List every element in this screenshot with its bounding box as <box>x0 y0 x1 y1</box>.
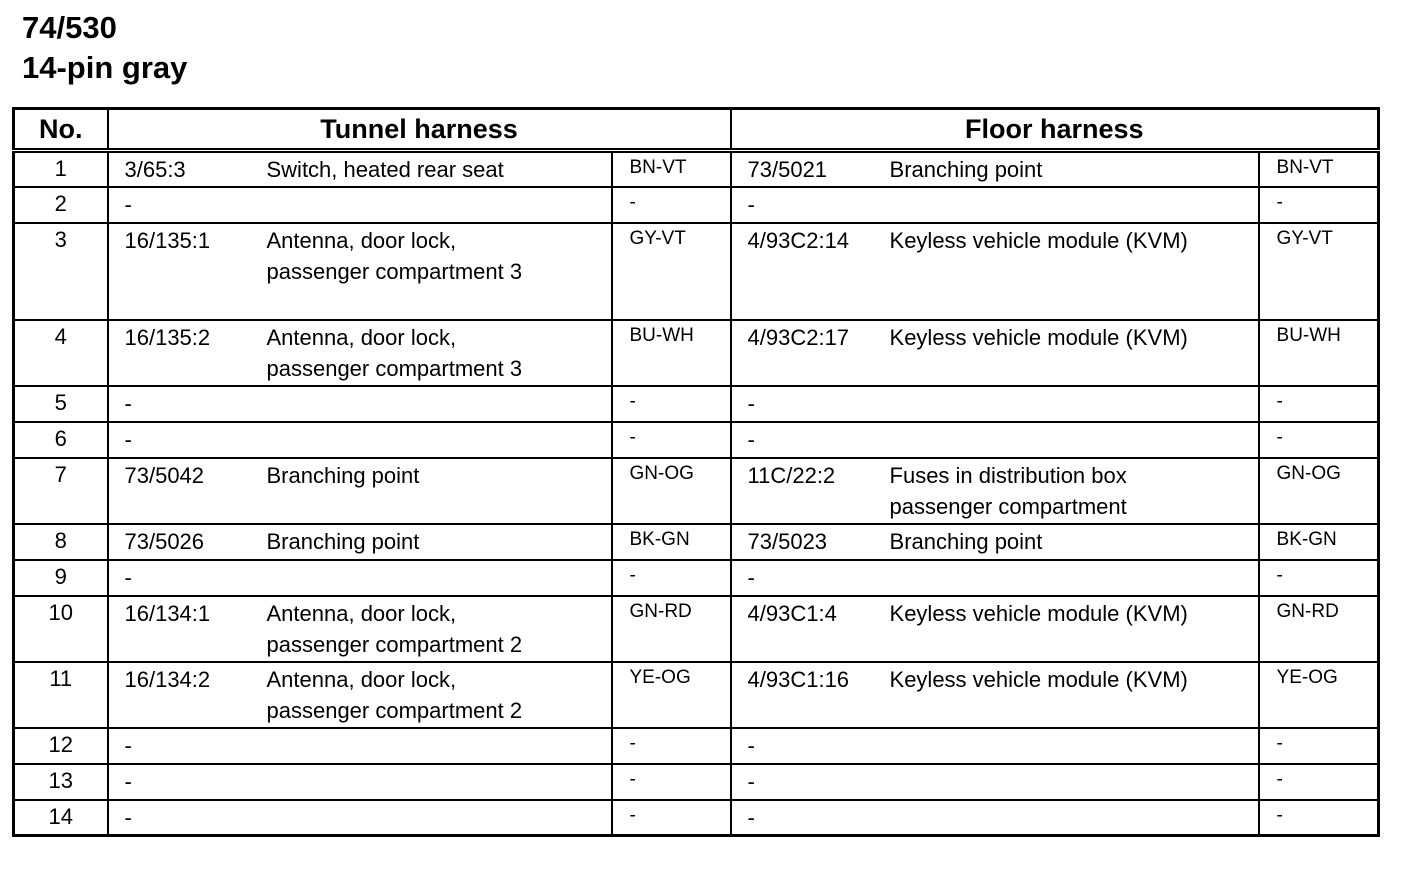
table-row <box>14 458 1379 524</box>
tunnel-connection-cell <box>108 223 612 320</box>
tunnel-wire-color-cell <box>612 223 731 320</box>
floor-description <box>890 154 1043 185</box>
table-header-row <box>14 109 1379 151</box>
floor-wire-color-cell <box>1259 223 1379 320</box>
tunnel-terminal-code: - <box>124 426 132 452</box>
pin-number-cell: 11 <box>14 662 108 728</box>
floor-wire-color-cell <box>1259 386 1379 422</box>
tunnel-connection-cell <box>108 560 612 596</box>
table-row <box>14 524 1379 560</box>
tunnel-description-line: Antenna, door lock, <box>266 666 457 692</box>
floor-description <box>890 664 1188 695</box>
floor-terminal-code: - <box>747 564 755 590</box>
floor-wire-color: BN-VT <box>1276 157 1334 178</box>
tunnel-description-line: Branching point <box>266 528 420 554</box>
floor-connection-cell <box>731 800 1259 836</box>
tunnel-wire-color: GN-RD <box>629 600 692 622</box>
tunnel-connection-cell <box>108 151 612 187</box>
floor-connection-cell <box>731 187 1259 223</box>
table-row <box>14 728 1379 764</box>
tunnel-terminal-code: 16/135:1 <box>124 227 211 253</box>
table-row <box>14 662 1379 728</box>
tunnel-wire-color-cell <box>612 187 731 223</box>
floor-terminal-code: 4/93C1:16 <box>747 666 850 692</box>
floor-terminal-code: - <box>747 426 755 452</box>
floor-description-line: Keyless vehicle module (KVM) <box>889 600 1188 626</box>
tunnel-connection-cell <box>108 800 612 836</box>
tunnel-terminal-code: 16/134:1 <box>124 600 211 626</box>
column-header-no: No. <box>14 109 108 151</box>
floor-wire-color: - <box>1276 732 1283 754</box>
table-row <box>14 320 1379 386</box>
tunnel-connection-cell <box>108 662 612 728</box>
column-header-floor-harness: Floor harness <box>731 109 1379 151</box>
pin-number-cell: 10 <box>14 596 108 662</box>
pin-number-cell: 2 <box>14 187 108 223</box>
tunnel-terminal-code: - <box>124 804 132 830</box>
tunnel-description-line: Switch, heated rear seat <box>266 157 504 182</box>
tunnel-description-line: Antenna, door lock, <box>266 324 457 350</box>
floor-connection-cell <box>731 458 1259 524</box>
tunnel-wire-color: BN-VT <box>629 157 687 178</box>
pin-number-cell: 1 <box>14 151 108 187</box>
floor-wire-color: GY-VT <box>1276 227 1333 249</box>
tunnel-wire-color: GN-OG <box>629 462 694 484</box>
floor-description <box>890 526 1043 557</box>
floor-wire-color: BK-GN <box>1276 528 1337 550</box>
tunnel-description <box>267 460 420 491</box>
tunnel-wire-color: - <box>629 732 636 754</box>
tunnel-terminal-code: - <box>124 191 132 217</box>
column-header-tunnel-harness: Tunnel harness <box>108 109 731 151</box>
floor-wire-color: GN-RD <box>1276 600 1339 622</box>
connector-description-title: 14-pin gray <box>22 50 188 85</box>
floor-wire-color: GN-OG <box>1276 462 1341 484</box>
table-row <box>14 223 1379 320</box>
table-row <box>14 560 1379 596</box>
tunnel-connection-cell <box>108 320 612 386</box>
floor-wire-color-cell <box>1259 320 1379 386</box>
floor-connection-cell <box>731 560 1259 596</box>
tunnel-wire-color-cell <box>612 458 731 524</box>
tunnel-connection-cell <box>108 728 612 764</box>
table-row <box>14 187 1379 223</box>
table-row <box>14 800 1379 836</box>
tunnel-wire-color: - <box>629 564 636 586</box>
pin-number-cell: 4 <box>14 320 108 386</box>
tunnel-wire-color-cell <box>612 764 731 800</box>
floor-description <box>890 460 1127 522</box>
tunnel-connection-cell <box>108 524 612 560</box>
floor-terminal-code: 4/93C2:14 <box>747 227 850 253</box>
floor-wire-color: - <box>1276 426 1283 448</box>
tunnel-description-line: Branching point <box>266 462 420 488</box>
tunnel-description <box>267 225 523 287</box>
tunnel-description <box>267 664 523 726</box>
floor-wire-color-cell <box>1259 458 1379 524</box>
tunnel-connection-cell <box>108 386 612 422</box>
tunnel-description-line: passenger compartment 2 <box>266 631 523 657</box>
tunnel-description <box>267 526 420 557</box>
pin-number-cell: 12 <box>14 728 108 764</box>
floor-description <box>890 598 1188 629</box>
tunnel-connection-cell <box>108 764 612 800</box>
floor-connection-cell <box>731 764 1259 800</box>
tunnel-wire-color: - <box>629 191 636 213</box>
connector-id-title: 74/530 <box>22 10 117 45</box>
pin-number-cell: 8 <box>14 524 108 560</box>
tunnel-wire-color-cell <box>612 560 731 596</box>
pin-number-cell: 7 <box>14 458 108 524</box>
floor-wire-color: - <box>1276 564 1283 586</box>
pin-number-cell: 13 <box>14 764 108 800</box>
tunnel-description <box>267 154 504 185</box>
tunnel-wire-color: YE-OG <box>629 666 691 688</box>
floor-description-line: Branching point <box>889 528 1043 554</box>
floor-wire-color: - <box>1276 768 1283 790</box>
tunnel-wire-color-cell <box>612 596 731 662</box>
floor-terminal-code: 73/5023 <box>747 528 828 554</box>
tunnel-terminal-code: - <box>124 390 132 416</box>
floor-connection-cell <box>731 386 1259 422</box>
floor-wire-color: BU-WH <box>1276 324 1341 346</box>
floor-connection-cell <box>731 320 1259 386</box>
pin-number-cell: 3 <box>14 223 108 320</box>
floor-connection-cell <box>731 524 1259 560</box>
table-row <box>14 422 1379 458</box>
floor-wire-color-cell <box>1259 728 1379 764</box>
tunnel-terminal-code: - <box>124 564 132 590</box>
table-row <box>14 386 1379 422</box>
floor-terminal-code: 73/5021 <box>747 157 828 182</box>
tunnel-terminal-code: - <box>124 768 132 794</box>
tunnel-terminal-code: 16/134:2 <box>124 666 211 692</box>
floor-description-line: Fuses in distribution box <box>889 462 1127 488</box>
tunnel-wire-color-cell <box>612 151 731 187</box>
floor-connection-cell <box>731 662 1259 728</box>
table-row <box>14 764 1379 800</box>
table-row <box>14 596 1379 662</box>
tunnel-connection-cell <box>108 596 612 662</box>
floor-terminal-code: - <box>747 768 755 794</box>
floor-connection-cell <box>731 223 1259 320</box>
floor-terminal-code: 11C/22:2 <box>747 462 836 488</box>
tunnel-wire-color: BU-WH <box>629 324 694 346</box>
tunnel-connection-cell <box>108 458 612 524</box>
floor-wire-color-cell <box>1259 560 1379 596</box>
tunnel-wire-color-cell <box>612 662 731 728</box>
floor-terminal-code: - <box>747 191 755 217</box>
floor-wire-color-cell <box>1259 151 1379 187</box>
floor-wire-color-cell <box>1259 187 1379 223</box>
tunnel-connection-cell <box>108 187 612 223</box>
tunnel-terminal-code: 16/135:2 <box>124 324 211 350</box>
tunnel-description-line: passenger compartment 2 <box>266 697 523 723</box>
floor-terminal-code: 4/93C1:4 <box>747 600 837 626</box>
floor-wire-color: - <box>1276 191 1283 213</box>
pin-number-cell: 6 <box>14 422 108 458</box>
floor-connection-cell <box>731 596 1259 662</box>
tunnel-wire-color: - <box>629 804 636 826</box>
floor-wire-color-cell <box>1259 800 1379 836</box>
tunnel-wire-color: - <box>629 390 636 412</box>
tunnel-wire-color: - <box>629 768 636 790</box>
tunnel-terminal-code: 73/5042 <box>124 462 205 488</box>
tunnel-wire-color-cell <box>612 386 731 422</box>
tunnel-terminal-code: 73/5026 <box>124 528 205 554</box>
tunnel-wire-color-cell <box>612 728 731 764</box>
tunnel-wire-color-cell <box>612 524 731 560</box>
floor-description-line: Keyless vehicle module (KVM) <box>889 666 1188 692</box>
tunnel-terminal-code: - <box>124 732 132 758</box>
floor-wire-color-cell <box>1259 524 1379 560</box>
table-row <box>14 151 1379 187</box>
floor-wire-color: - <box>1276 804 1283 826</box>
tunnel-wire-color: GY-VT <box>629 227 686 249</box>
tunnel-wire-color: - <box>629 426 636 448</box>
floor-wire-color-cell <box>1259 662 1379 728</box>
pin-number-cell: 5 <box>14 386 108 422</box>
pin-number-cell: 9 <box>14 560 108 596</box>
floor-connection-cell <box>731 728 1259 764</box>
floor-wire-color: YE-OG <box>1276 666 1338 688</box>
tunnel-description-line: Antenna, door lock, <box>266 600 457 626</box>
floor-connection-cell <box>731 422 1259 458</box>
tunnel-terminal-code: 3/65:3 <box>124 157 186 182</box>
floor-wire-color-cell <box>1259 422 1379 458</box>
pinout-table <box>12 107 1380 837</box>
floor-wire-color-cell <box>1259 764 1379 800</box>
floor-description-line: passenger compartment <box>889 493 1127 519</box>
tunnel-description <box>267 322 523 384</box>
floor-terminal-code: 4/93C2:17 <box>747 324 850 350</box>
tunnel-description-line: Antenna, door lock, <box>266 227 457 253</box>
floor-terminal-code: - <box>747 732 755 758</box>
floor-description-line: Keyless vehicle module (KVM) <box>889 227 1188 253</box>
floor-terminal-code: - <box>747 804 755 830</box>
tunnel-wire-color-cell <box>612 320 731 386</box>
tunnel-description <box>267 598 523 660</box>
floor-terminal-code: - <box>747 390 755 416</box>
floor-wire-color-cell <box>1259 596 1379 662</box>
pin-number-cell: 14 <box>14 800 108 836</box>
floor-description-line: Branching point <box>889 157 1043 182</box>
floor-wire-color: - <box>1276 390 1283 412</box>
tunnel-wire-color: BK-GN <box>629 528 690 550</box>
tunnel-description-line: passenger compartment 3 <box>266 258 523 284</box>
tunnel-connection-cell <box>108 422 612 458</box>
floor-description-line: Keyless vehicle module (KVM) <box>889 324 1188 350</box>
tunnel-wire-color-cell <box>612 422 731 458</box>
tunnel-wire-color-cell <box>612 800 731 836</box>
floor-connection-cell <box>731 151 1259 187</box>
floor-description <box>890 322 1188 353</box>
tunnel-description-line: passenger compartment 3 <box>266 355 523 381</box>
floor-description <box>890 225 1188 256</box>
